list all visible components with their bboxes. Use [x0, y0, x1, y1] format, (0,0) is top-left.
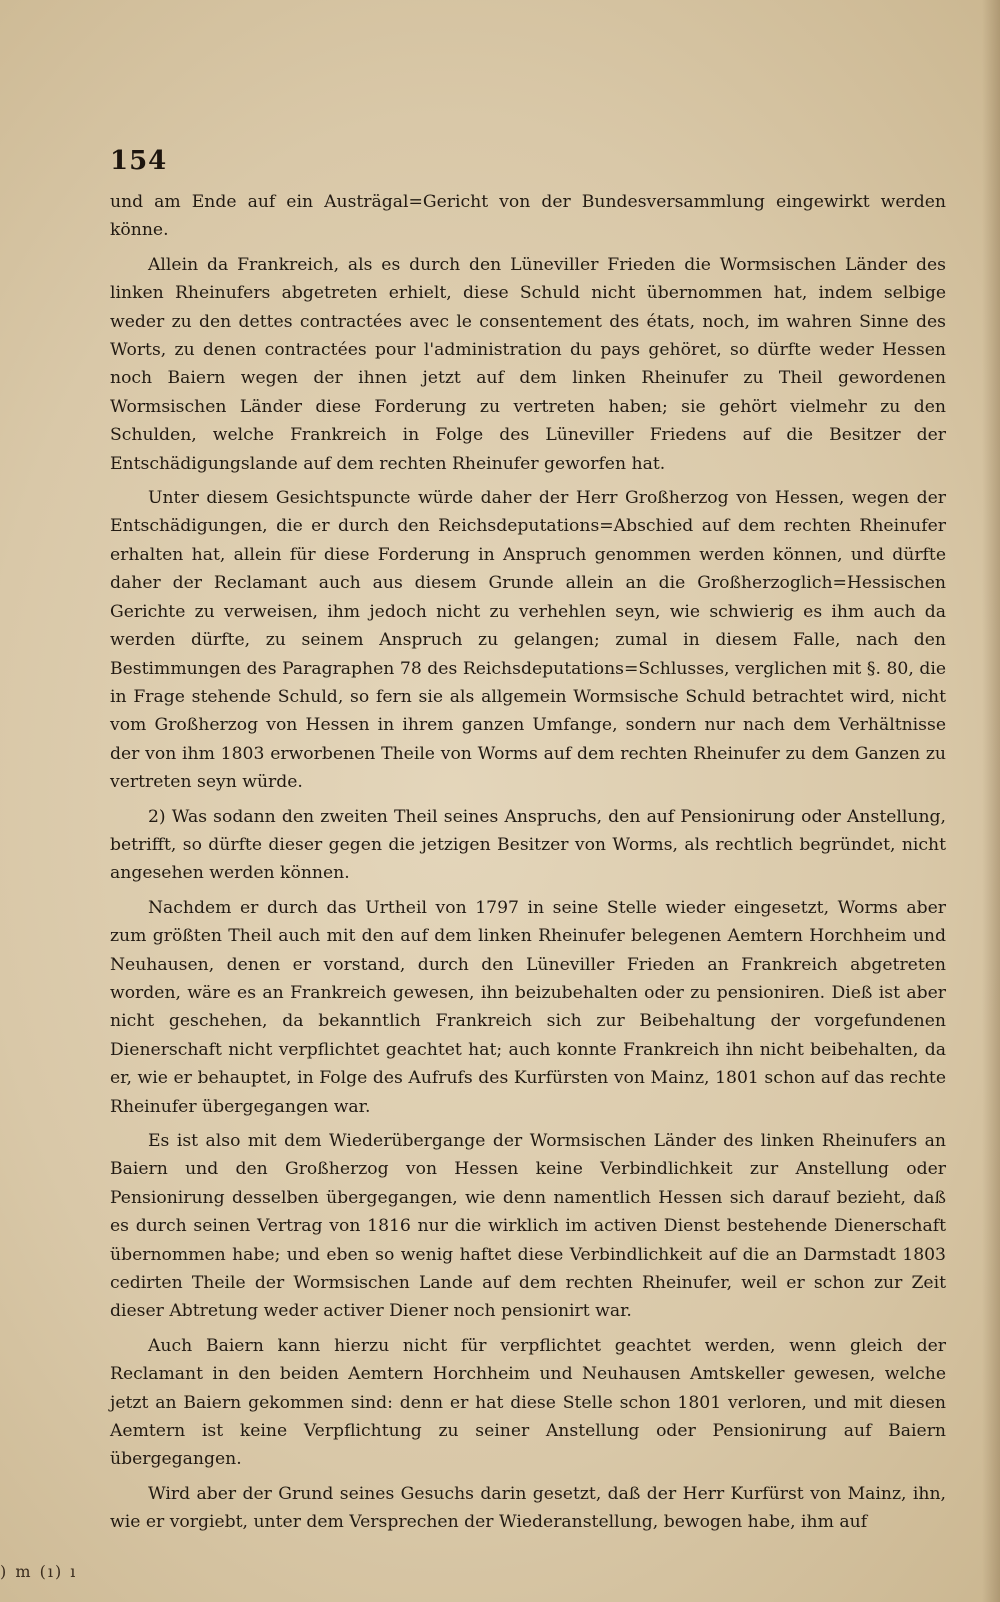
page-number: 154 — [110, 146, 168, 176]
paragraph: Auch Baiern kann hierzu nicht für verpflichtet geachtet werden, wenn gleich der Reclamant in den beiden Aemtern Horchheim und Neuhausen Amtskeller gewesen, welche jetzt an Baiern gekommen sind: denn er hat diese Stelle schon 1801 verloren, und mit diesen Aemtern ist keine Verpflichtung zu seiner Anstellung oder Pensionirung auf Baiern übergegangen. — [110, 1335, 946, 1470]
body-text — [110, 188, 946, 1543]
footer-marks: ) m (ı) ı — [0, 1562, 78, 1581]
paragraph: Wird aber der Grund seines Gesuchs darin gesetzt, daß der Herr Kurfürst von Mainz, ihn, wie er vorgiebt, unter dem Versprechen der Wiederanstellung, bewogen habe, ihm auf — [110, 1483, 946, 1533]
paragraph: Allein da Frankreich, als es durch den Lüneviller Frieden die Wormsischen Länder des linken Rheinufers abgetreten erhielt, diese Schuld nicht übernommen hat, indem selbige weder zu den dettes contractées avec le consentement des états, noch, im wahren Sinne des Worts, zu denen contractées pour l'administration du pays gehöret, so dürfte weder Hessen noch Baiern wegen der ihnen jetzt auf dem linken Rheinufer zu Theil gewordenen Wormsischen Länder diese Forderung zu vertreten haben; sie gehört vielmehr zu den Schulden, welche Frankreich in Folge des Lüneviller Friedens auf die Besitzer der Entschädigungslande auf dem rechten Rheinufer geworfen hat. — [110, 254, 946, 474]
paragraph: 2) Was sodann den zweiten Theil seines Anspruchs, den auf Pensionirung oder Anstellung, betrifft, so dürfte dieser gegen die jetzigen Besitzer von Worms, als rechtlich begründet, nicht angesehen werden können. — [110, 806, 946, 884]
paragraph: Es ist also mit dem Wiederübergange der Wormsischen Länder des linken Rheinufers an Baiern und den Großherzog von Hessen keine Verbindlichkeit zur Anstellung oder Pensionirung desselben übergegangen, wie denn namentlich Hessen sich darauf bezieht, daß es durch seinen Vertrag von 1816 nur die wirklich im activen Dienst bestehende Dienerschaft übernommen habe; und eben so wenig haftet diese Verbindlichkeit auf die an Darmstadt 1803 cedirten Theile der Wormsischen Lande auf dem rechten Rheinufer, weil er schon zur Zeit dieser Abtretung weder activer Diener noch pensionirt war. — [110, 1131, 946, 1322]
paragraph: Nachdem er durch das Urtheil von 1797 in seine Stelle wieder eingesetzt, Worms aber zum größten Theil auch mit den auf dem linken Rheinufer belegenen Aemtern Horchheim und Neuhausen, denen er vorstand, durch den Lüneviller Frieden an Frankreich abgetreten worden, wäre es an Frankreich gewesen, ihn beizubehalten oder zu pensioniren. Dieß ist aber nicht geschehen, da bekanntlich Frankreich sich zur Beibehaltung der vorgefundenen Dienerschaft nicht verpflichtet geachtet hat; auch konnte Frankreich ihn nicht beibehalten, da er, wie er behauptet, in Folge des Aufrufs des Kurfürsten von Mainz, 1801 schon auf das rechte Rheinufer übergegangen war. — [110, 897, 946, 1117]
paragraph: Unter diesem Gesichtspuncte würde daher der Herr Großherzog von Hessen, wegen der Entschädigungen, die er durch den Reichsdeputations=Abschied auf dem rechten Rheinufer erhalten hat, allein für diese Forderung in Anspruch genommen werden können, und dürfte daher der Reclamant auch aus diesem Grunde allein an die Großherzoglich=Hessischen Gerichte zu verweisen, ihm jedoch nicht zu verhehlen seyn, wie schwierig es ihm auch da werden dürfte, zu seinem Anspruch zu gelangen; zumal in diesem Falle, nach den Bestimmungen des Paragraphen 78 des Reichsdeputations=Schlusses, verglichen mit §. 80, die in Frage stehende Schuld, so fern sie als allgemein Wormsische Schuld betrachtet wird, nicht vom Großherzog von Hessen in ihrem ganzen Umfange, sondern nur nach dem Verhältnisse der von ihm 1803 erworbenen Theile von Worms auf dem rechten Rheinufer zu dem Ganzen zu vertreten seyn würde. — [110, 488, 946, 793]
paragraph-continuation: und am Ende auf ein Austrägal=Gericht von der Bundesversammlung eingewirkt werden könne. — [110, 192, 946, 241]
page-edge-shadow — [982, 0, 1000, 1602]
